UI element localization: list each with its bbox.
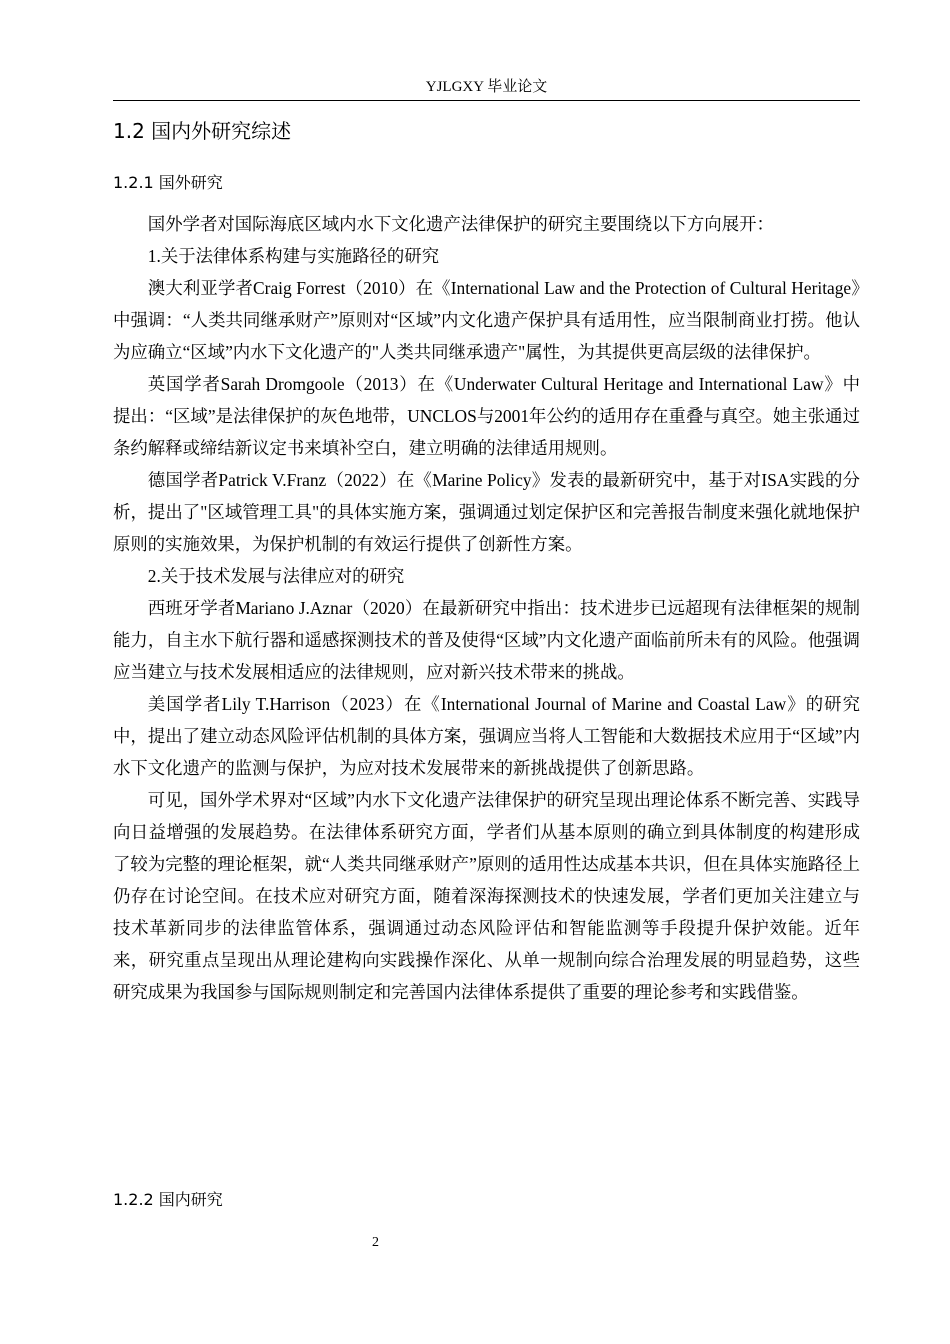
- paragraph: 澳大利亚学者Craig Forrest（2010）在《International Law and the Protection of Cultural Heritage》中强调：“人类共同继承财产”原则对“区域”内文化遗产保护具有适用性，应当限制商业打捞。他认为应确立“区域”内水下文化遗产的"人类共同继承遗产"属性，为其提供更高层级的法律保护。: [113, 278, 860, 362]
- paragraph: 可见，国外学术界对“区域”内水下文化遗产法律保护的研究呈现出理论体系不断完善、实践导向日益增强的发展趋势。在法律体系研究方面，学者们从基本原则的确立到具体制度的构建形成了较为完整的理论框架，就“人类共同继承财产”原则的适用性达成基本共识，但在具体实施路径上仍存在讨论空间。在技术应对研究方面，随着深海探测技术的快速发展，学者们更加关注建立与技术革新同步的法律监管体系，强调通过动态风险评估和智能监测等手段提升保护效能。近年来，研究重点呈现出从理论建构向实践操作深化、从单一规制向综合治理发展的明显趋势，这些研究成果为我国参与国际规则制定和完善国内法律体系提供了重要的理论参考和实践借鉴。: [113, 790, 860, 1002]
- paragraph: 美国学者Lily T.Harrison（2023）在《International Journal of Marine and Coastal Law》的研究中，提出了建立动态风险评估机制的具体方案，强调应当将人工智能和大数据技术应用于“区域”内水下文化遗产的监测与保护，为应对技术发展带来的新挑战提供了创新思路。: [113, 694, 860, 778]
- paragraph: 西班牙学者Mariano J.Aznar（2020）在最新研究中指出：技术进步已远超现有法律框架的规制能力，自主水下航行器和遥感探测技术的普及使得“区域”内文化遗产面临前所未有的风险。他强调应当建立与技术发展相适应的法律规则，应对新兴技术带来的挑战。: [113, 598, 860, 682]
- page-header-title: YJLGXY 毕业论文: [425, 79, 548, 95]
- paragraph: 2.关于技术发展与法律应对的研究: [147, 566, 405, 586]
- paragraph: 英国学者Sarah Dromgoole（2013）在《Underwater Cultural Heritage and International Law》中提出：“区域”是法律保护的灰色地带，UNCLOS与2001年公约的适用存在重叠与真空。她主张通过条约解释或缔结新议定书来填补空白，建立明确的法律适用规则。: [113, 374, 860, 458]
- body-text: [113, 208, 860, 1008]
- paragraph: 国外学者对国际海底区域内水下文化遗产法律保护的研究主要围绕以下方向展开：: [147, 214, 774, 234]
- paragraph: 1.关于法律体系构建与实施路径的研究: [147, 246, 440, 266]
- subsection-heading-domestic: 1.2.2 国内研究: [113, 1190, 223, 1209]
- paragraph: 德国学者Patrick V.Franz（2022）在《Marine Policy》发表的最新研究中，基于对ISA实践的分析，提出了"区域管理工具"的具体实施方案，强调通过划定保护区和完善报告制度来强化就地保护原则的实施效果，为保护机制的有效运行提供了创新性方案。: [113, 470, 860, 554]
- page-number: 2: [372, 1235, 379, 1250]
- subsection-heading-foreign: 1.2.1 国外研究: [113, 173, 223, 192]
- header-rule: [113, 100, 860, 101]
- section-heading: 1.2 国内外研究综述: [113, 119, 292, 143]
